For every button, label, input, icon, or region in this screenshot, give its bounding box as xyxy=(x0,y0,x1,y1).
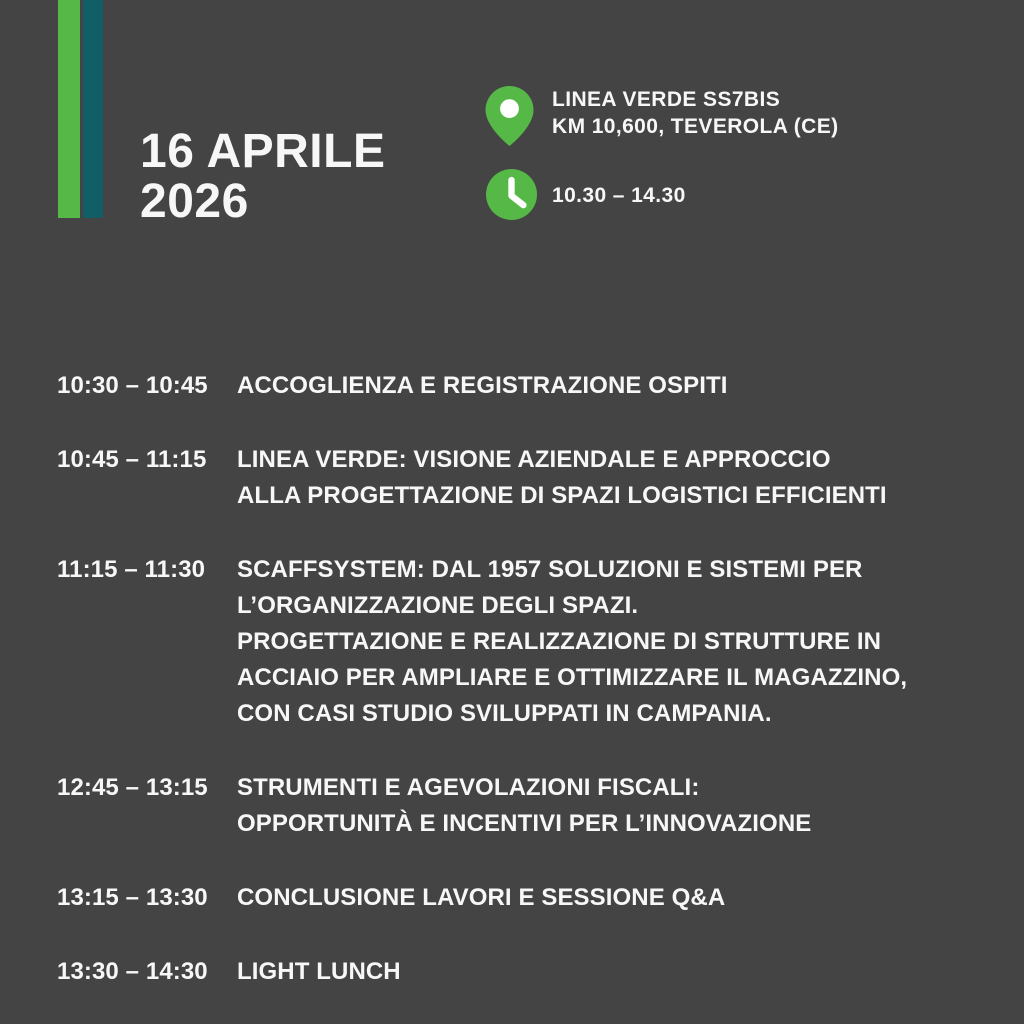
schedule-time: 13:30 – 14:30 xyxy=(57,958,208,985)
schedule-line: ACCOGLIENZA E REGISTRAZIONE OSPITI xyxy=(237,372,728,399)
schedule-time: 10:30 – 10:45 xyxy=(57,372,208,399)
schedule-list xyxy=(57,368,984,1024)
schedule-description xyxy=(237,770,984,842)
schedule-time: 10:45 – 11:15 xyxy=(57,446,207,473)
schedule-description xyxy=(237,880,984,916)
schedule-line: PROGETTAZIONE E REALIZZAZIONE DI STRUTTURE IN xyxy=(237,628,882,655)
schedule-line: ALLA PROGETTAZIONE DI SPAZI LOGISTICI EFFICIENTI xyxy=(237,482,887,509)
schedule-time: 12:45 – 13:15 xyxy=(57,774,208,801)
schedule-description xyxy=(237,552,984,732)
event-time-range: 10.30 – 14.30 xyxy=(552,184,686,207)
schedule-description xyxy=(237,954,984,990)
clock-icon xyxy=(486,169,537,220)
schedule-line: LINEA VERDE: VISIONE AZIENDALE E APPROCCIO xyxy=(237,446,831,473)
schedule-time: 13:15 – 13:30 xyxy=(57,884,208,911)
location-text xyxy=(552,86,839,140)
schedule-row xyxy=(57,442,984,514)
schedule-description xyxy=(237,442,984,514)
location-line1: LINEA VERDE SS7BIS xyxy=(552,88,781,111)
schedule-line: CON CASI STUDIO SVILUPPATI IN CAMPANIA. xyxy=(237,700,772,727)
schedule-line: SCAFFSYSTEM: DAL 1957 SOLUZIONI E SISTEMI PER xyxy=(237,556,863,583)
schedule-line: L’ORGANIZZAZIONE DEGLI SPAZI. xyxy=(237,592,639,619)
schedule-row xyxy=(57,954,984,990)
schedule-line: ACCIAIO PER AMPLIARE E OTTIMIZZARE IL MAGAZZINO, xyxy=(237,664,908,691)
event-date-line1: 16 APRILE xyxy=(140,125,386,178)
teal-accent-bar xyxy=(83,0,103,218)
schedule-row xyxy=(57,368,984,404)
schedule-line: OPPORTUNITÀ E INCENTIVI PER L’INNOVAZIONE xyxy=(237,810,812,837)
map-pin-icon xyxy=(485,86,534,146)
event-date xyxy=(140,127,385,227)
green-accent-bar xyxy=(58,0,80,218)
schedule-description xyxy=(237,368,984,404)
schedule-line: LIGHT LUNCH xyxy=(237,958,401,985)
event-date-line2: 2026 xyxy=(140,175,249,228)
schedule-row xyxy=(57,552,984,732)
schedule-row xyxy=(57,770,984,842)
schedule-time: 11:15 – 11:30 xyxy=(57,556,206,583)
schedule-line: STRUMENTI E AGEVOLAZIONI FISCALI: xyxy=(237,774,700,801)
schedule-line: CONCLUSIONE LAVORI E SESSIONE Q&A xyxy=(237,884,726,911)
location-line2: KM 10,600, TEVEROLA (CE) xyxy=(552,115,839,138)
schedule-row xyxy=(57,880,984,916)
